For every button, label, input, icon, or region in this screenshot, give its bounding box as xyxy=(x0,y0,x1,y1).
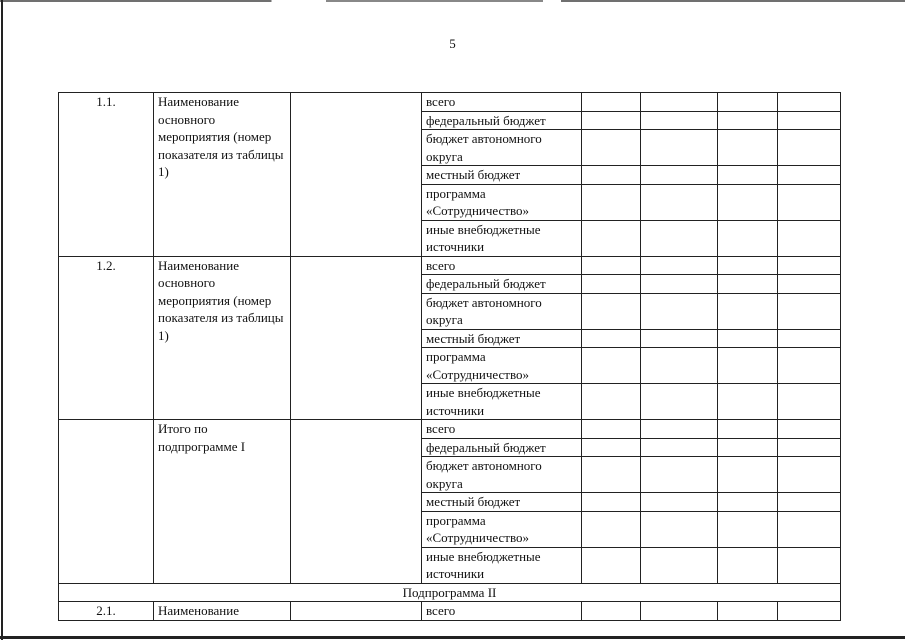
activity-name: Наименование основного мероприятия (номер показателя из таблицы 1) xyxy=(154,256,291,420)
value-cell xyxy=(582,329,641,348)
value-cell xyxy=(582,111,641,130)
value-cell xyxy=(778,420,841,439)
row-number: 1.1. xyxy=(59,93,154,257)
empty-cell xyxy=(291,93,422,257)
value-cell xyxy=(641,511,718,547)
value-cell xyxy=(718,275,778,294)
funding-source: федеральный бюджет xyxy=(422,275,582,294)
funding-source: местный бюджет xyxy=(422,329,582,348)
funding-source: программа «Сотрудничество» xyxy=(422,348,582,384)
value-cell xyxy=(778,256,841,275)
value-cell xyxy=(641,111,718,130)
value-cell xyxy=(778,438,841,457)
page-number: 5 xyxy=(449,36,456,51)
funding-source: местный бюджет xyxy=(422,493,582,512)
value-cell xyxy=(778,93,841,112)
value-cell xyxy=(582,184,641,220)
empty-cell xyxy=(291,602,422,621)
value-cell xyxy=(778,329,841,348)
scan-edge-bottom xyxy=(0,636,905,639)
value-cell xyxy=(641,457,718,493)
value-cell xyxy=(641,130,718,166)
value-cell xyxy=(641,438,718,457)
table-row xyxy=(59,602,841,621)
value-cell xyxy=(641,420,718,439)
value-cell xyxy=(582,348,641,384)
empty-cell xyxy=(291,256,422,420)
row-number xyxy=(59,420,154,584)
value-cell xyxy=(582,293,641,329)
section-row xyxy=(59,583,841,602)
value-cell xyxy=(718,511,778,547)
value-cell xyxy=(582,547,641,583)
value-cell xyxy=(718,457,778,493)
funding-source: федеральный бюджет xyxy=(422,111,582,130)
value-cell xyxy=(641,348,718,384)
value-cell xyxy=(582,275,641,294)
value-cell xyxy=(641,275,718,294)
value-cell xyxy=(641,256,718,275)
activity-name: Наименование xyxy=(154,602,291,621)
activity-name: Итого по подпрограмме I xyxy=(154,420,291,584)
value-cell xyxy=(641,547,718,583)
table-row xyxy=(59,420,841,439)
value-cell xyxy=(778,511,841,547)
value-cell xyxy=(718,111,778,130)
value-cell xyxy=(641,220,718,256)
value-cell xyxy=(718,184,778,220)
value-cell xyxy=(582,602,641,621)
budget-table xyxy=(58,92,841,621)
value-cell xyxy=(778,111,841,130)
value-cell xyxy=(582,493,641,512)
empty-cell xyxy=(291,420,422,584)
value-cell xyxy=(718,420,778,439)
value-cell xyxy=(778,166,841,185)
value-cell xyxy=(718,547,778,583)
value-cell xyxy=(718,256,778,275)
funding-source: федеральный бюджет xyxy=(422,438,582,457)
value-cell xyxy=(778,547,841,583)
value-cell xyxy=(718,329,778,348)
funding-source: всего xyxy=(422,93,582,112)
value-cell xyxy=(641,166,718,185)
value-cell xyxy=(582,384,641,420)
activity-name: Наименование основного мероприятия (номер показателя из таблицы 1) xyxy=(154,93,291,257)
value-cell xyxy=(778,130,841,166)
value-cell xyxy=(778,348,841,384)
funding-source: иные внебюджетные источники xyxy=(422,547,582,583)
value-cell xyxy=(582,511,641,547)
value-cell xyxy=(641,329,718,348)
value-cell xyxy=(641,93,718,112)
funding-source: бюджет автономного округа xyxy=(422,130,582,166)
funding-source: иные внебюджетные источники xyxy=(422,384,582,420)
value-cell xyxy=(641,602,718,621)
funding-source: бюджет автономного округа xyxy=(422,457,582,493)
funding-source: бюджет автономного округа xyxy=(422,293,582,329)
value-cell xyxy=(582,220,641,256)
value-cell xyxy=(718,293,778,329)
funding-source: всего xyxy=(422,256,582,275)
value-cell xyxy=(718,438,778,457)
funding-source: всего xyxy=(422,420,582,439)
value-cell xyxy=(582,130,641,166)
table-row xyxy=(59,93,841,112)
value-cell xyxy=(582,420,641,439)
funding-source: иные внебюджетные источники xyxy=(422,220,582,256)
value-cell xyxy=(778,184,841,220)
value-cell xyxy=(582,166,641,185)
value-cell xyxy=(582,93,641,112)
row-number: 2.1. xyxy=(59,602,154,621)
value-cell xyxy=(778,275,841,294)
funding-source: программа «Сотрудничество» xyxy=(422,184,582,220)
value-cell xyxy=(582,438,641,457)
value-cell xyxy=(718,93,778,112)
value-cell xyxy=(778,293,841,329)
value-cell xyxy=(718,493,778,512)
value-cell xyxy=(641,293,718,329)
value-cell xyxy=(778,493,841,512)
value-cell xyxy=(778,220,841,256)
value-cell xyxy=(641,493,718,512)
value-cell xyxy=(718,384,778,420)
value-cell xyxy=(718,130,778,166)
section-title: Подпрограмма II xyxy=(59,583,841,602)
value-cell xyxy=(641,184,718,220)
funding-source: местный бюджет xyxy=(422,166,582,185)
table-row xyxy=(59,256,841,275)
value-cell xyxy=(778,457,841,493)
scan-edge-top xyxy=(0,0,905,2)
value-cell xyxy=(718,166,778,185)
value-cell xyxy=(778,384,841,420)
value-cell xyxy=(718,348,778,384)
funding-source: программа «Сотрудничество» xyxy=(422,511,582,547)
value-cell xyxy=(718,220,778,256)
value-cell xyxy=(778,602,841,621)
funding-source: всего xyxy=(422,602,582,621)
value-cell xyxy=(582,256,641,275)
value-cell xyxy=(641,384,718,420)
scan-edge-left xyxy=(1,0,3,640)
row-number: 1.2. xyxy=(59,256,154,420)
value-cell xyxy=(718,602,778,621)
value-cell xyxy=(582,457,641,493)
